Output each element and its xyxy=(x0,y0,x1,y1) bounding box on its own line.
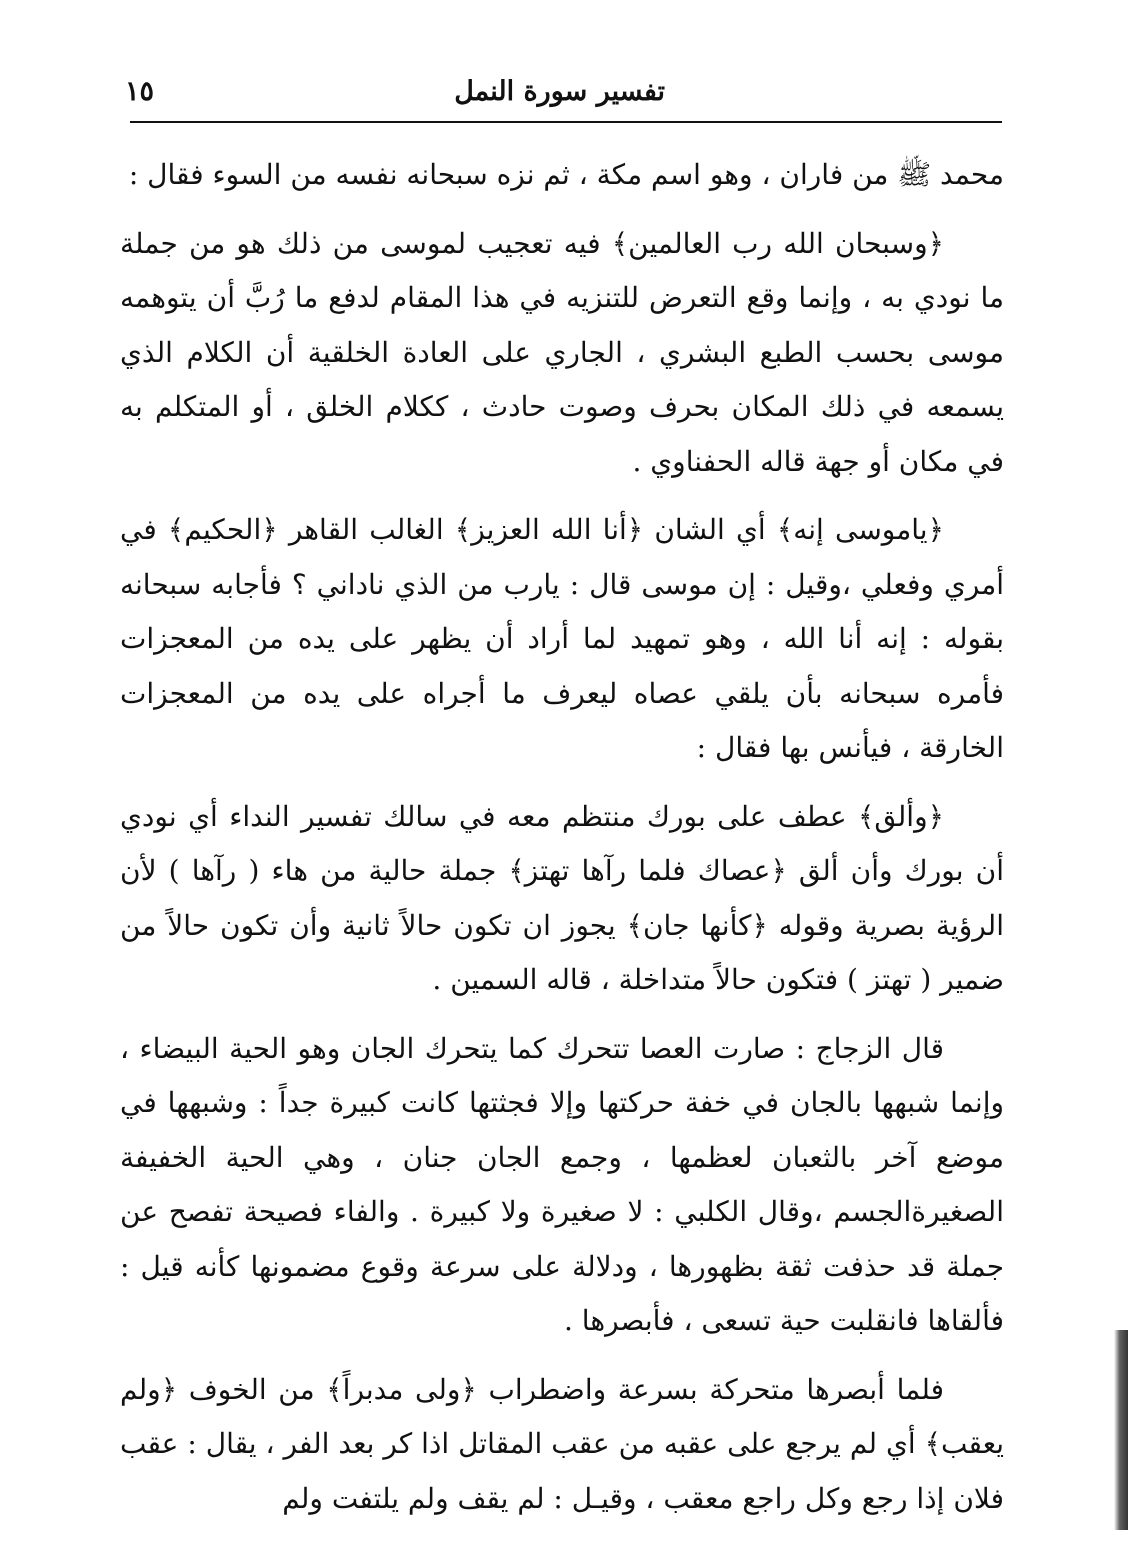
page-number: ١٥ xyxy=(125,76,155,107)
header-divider xyxy=(130,121,1002,123)
paragraph: محمد ﷺ من فاران ، وهو اسم مكة ، ثم نزه سبحانه نفسه من السوء فقال : xyxy=(128,158,1004,191)
paragraph: فلما أبصرها متحركة بسرعة واضطراب ﴿ولى مدبراً﴾ من الخوف ﴿ولم يعقب﴾ أي لم يرجع على عقبه من عقب المقاتل اذا كر بعد الفر ، يقال : عقب فلان إذا رجع وكل راجع معقب ، وقيـل : لم يقف ولم يلتفت ولم xyxy=(120,1372,1004,1515)
paragraph: ﴿ياموسى إنه﴾ أي الشان ﴿أنا الله العزيز﴾ الغالب القاهر ﴿الحكيم﴾ في أمري وفعلي ،وقيل : إن موسى قال : يارب من الذي ناداني ؟ فأجابه سبحانه بقوله : إنه أنا الله ، وهو تمهيد لما أراد أن يظهر على يده من المعجزات فأمره سبحانه بأن يلقي عصاه ليعرف ما أجراه على يده من المعجزات الخارقة ، فيأنس بها فقال : xyxy=(120,513,1004,764)
running-header-title: تفسير سورة النمل xyxy=(454,76,665,107)
paragraph: ﴿وألق﴾ عطف على بورك منتظم معه في سالك تفسير النداء أي نودي أن بورك وأن ألق ﴿عصاك فلما رآها تهتز﴾ جملة حالية من هاء ( رآها ) لأن الرؤية بصرية وقوله ﴿كأنها جان﴾ يجوز ان تكون حالاً ثانية وأن تكون حالاً من ضمير ( تهتز ) فتكون حالاً متداخلة ، قاله السمين . xyxy=(120,799,1004,996)
paragraph: قال الزجاج : صارت العصا تتحرك كما يتحرك الجان وهو الحية البيضاء ، وإنما شبهها بالجان في خفة حركتها وإلا فجثتها كانت كبيرة جداً : وشبهها في موضع آخر بالثعبان لعظمها ، وجمع الجان جنان ، وهي الحية الخفيفة الصغيرةالجسم ،وقال الكلبي : لا صغيرة ولا كبيرة . والفاء فصيحة تفصح عن جملة قد حذفت ثقة بظهورها ، ودلالة على سرعة وقوع مضمونها كأنه قيل : فألقاها فانقلبت حية تسعى ، فأبصرها . xyxy=(120,1031,1004,1337)
body-text xyxy=(120,148,1004,1526)
scan-binding-edge xyxy=(1114,1330,1128,1530)
running-header xyxy=(125,72,1005,116)
paragraph: ﴿وسبحان الله رب العالمين﴾ فيه تعجيب لموسى من ذلك هو من جملة ما نودي به ، وإنما وقع التعرض للتنزيه في هذا المقام لدفع ما رُبَّ أن يتوهمه موسى بحسب الطبع البشري ، الجاري على العادة الخلقية أن الكلام الذي يسمعه في ذلك المكان بحرف وصوت حادث ، ككلام الخلق ، أو المتكلم به في مكان أو جهة قاله الحفناوي . xyxy=(120,226,1004,478)
